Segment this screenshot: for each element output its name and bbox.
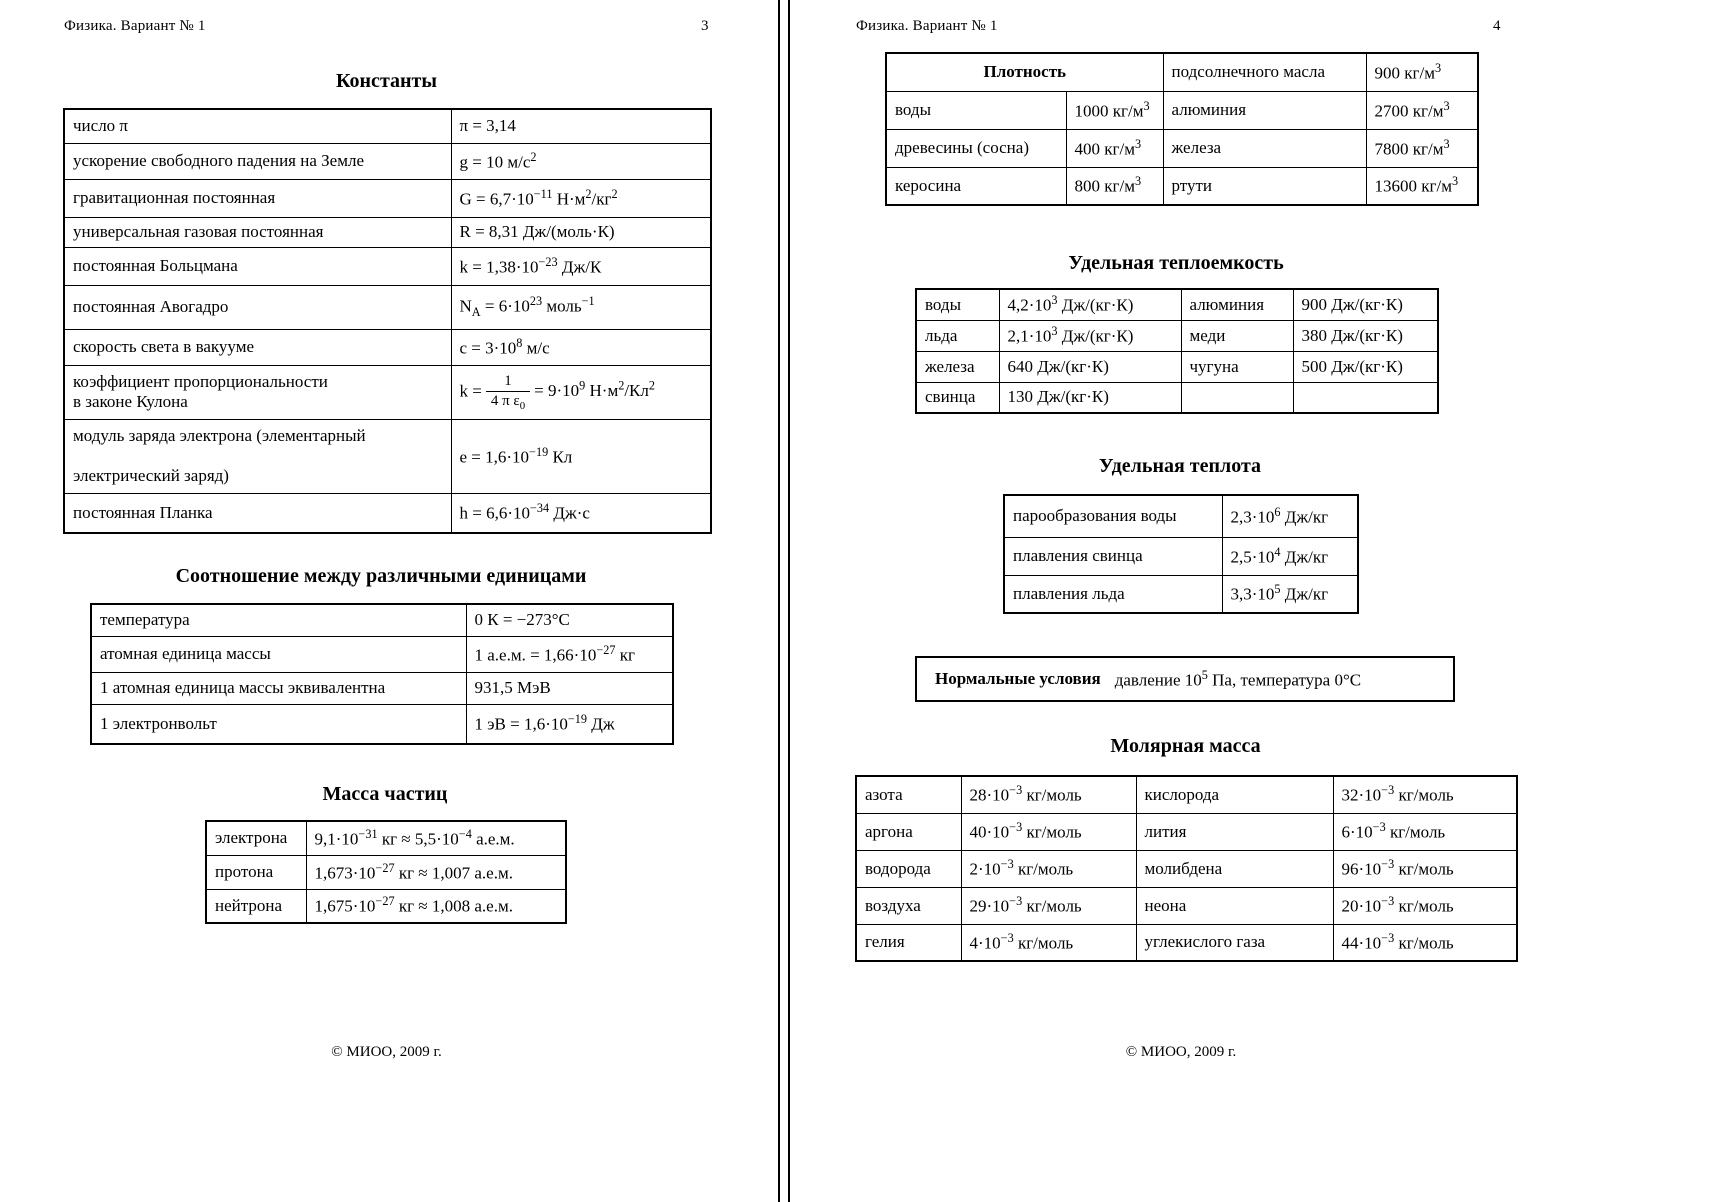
table-row: [206, 821, 566, 855]
coulomb-suffix: = $9\cdot 10^9$ $Н\cdot м^2/Кл^2$: [534, 378, 655, 400]
table-row: [916, 382, 1438, 413]
cell-label: воды: [886, 91, 1066, 129]
cell-label: плавления свинца: [1004, 537, 1222, 575]
cell-label: парообразования воды: [1004, 495, 1222, 537]
normal-conditions-box: [915, 656, 1455, 702]
cell-value: 380 Дж/(кг·К): [1293, 320, 1438, 351]
coulomb-prefix: k =: [459, 380, 482, 400]
coulomb-formula-cell: [451, 365, 711, 419]
table-row: [64, 329, 711, 365]
page-footer-left: © МИОО, 2009 г.: [331, 1044, 442, 1060]
table-row: [64, 179, 711, 217]
page-divider-line: [778, 0, 780, 1202]
cell-label: алюминия: [1163, 91, 1366, 129]
page-number-left: 3: [701, 18, 709, 34]
table-row: [1004, 537, 1358, 575]
cell-value: $20\cdot 10^{-3}$ кг/моль: [1333, 887, 1517, 924]
cell-value: 2700 $кг/м^3$: [1366, 91, 1478, 129]
table-row: [886, 53, 1478, 91]
cell-value: $4,2\cdot 10^3$ Дж/(кг·К): [999, 289, 1181, 320]
cell-label: нейтрона: [206, 889, 306, 923]
specific-heat-title: Удельная теплота: [1098, 455, 1262, 477]
cell-value: $2\cdot 10^{-3}$ кг/моль: [961, 850, 1136, 887]
cell-label: плавления льда: [1004, 575, 1222, 613]
cell-value: $3,3\cdot 10^5$ Дж/кг: [1222, 575, 1358, 613]
table-row: [91, 672, 673, 704]
table-row: [886, 91, 1478, 129]
table-row: [856, 850, 1517, 887]
cell-label: 1 электронвольт: [91, 704, 466, 744]
cell-value: 13600 $кг/м^3$: [1366, 167, 1478, 205]
cell-label: воздуха: [856, 887, 961, 924]
table-row: [64, 493, 711, 533]
cell-value: g = 10 $м/с^2$: [451, 143, 711, 179]
heat-capacity-title: Удельная теплоемкость: [1068, 252, 1284, 274]
table-row: [91, 604, 673, 636]
cell-label: древесины (сосна): [886, 129, 1066, 167]
cell-value: $29\cdot 10^{-3}$ кг/моль: [961, 887, 1136, 924]
cell-label: температура: [91, 604, 466, 636]
cell-label: атомная единица массы: [91, 636, 466, 672]
cell-value: 931,5 МэВ: [466, 672, 673, 704]
cell-label: постоянная Больцмана: [64, 247, 451, 285]
cell-value: $2,5\cdot 10^4$ Дж/кг: [1222, 537, 1358, 575]
cell-label: протона: [206, 855, 306, 889]
table-row: [916, 289, 1438, 320]
cell-value: $N_А = 6\cdot 10^{23}$ моль$^{-1}$: [451, 285, 711, 329]
cell-label: молибдена: [1136, 850, 1333, 887]
table-row: [886, 129, 1478, 167]
cell-value: [1293, 382, 1438, 413]
cell-label: лития: [1136, 813, 1333, 850]
cell-label: чугуна: [1181, 351, 1293, 382]
cell-value: 1 а.е.м. = $1,66\cdot 10^{-27}$ кг: [466, 636, 673, 672]
units-table: [90, 603, 674, 745]
cell-value: $G = 6,7\cdot 10^{-11}$ $Н\cdot м^2/кг^2$: [451, 179, 711, 217]
cell-label: алюминия: [1181, 289, 1293, 320]
mass-title: Масса частиц: [322, 783, 448, 805]
cell-value: $4\cdot 10^{-3}$ кг/моль: [961, 924, 1136, 961]
cell-value: 400 $кг/м^3$: [1066, 129, 1163, 167]
cell-label: электрона: [206, 821, 306, 855]
page-divider-line: [788, 0, 790, 1202]
table-row: [206, 855, 566, 889]
cell-value: $c = 3\cdot 10^8$ м/с: [451, 329, 711, 365]
cell-value: 900 $кг/м^3$: [1366, 53, 1478, 91]
fraction: [486, 373, 530, 412]
cell-label: [1181, 382, 1293, 413]
cell-label: керосина: [886, 167, 1066, 205]
table-row: [916, 320, 1438, 351]
cell-value: $e = 1,6\cdot 10^{-19}$ Кл: [451, 419, 711, 493]
cell-label: азота: [856, 776, 961, 813]
cell-value: $96\cdot 10^{-3}$ кг/моль: [1333, 850, 1517, 887]
table-row: [886, 167, 1478, 205]
table-row: [91, 636, 673, 672]
cell-label: универсальная газовая постоянная: [64, 217, 451, 247]
density-table: [885, 52, 1479, 206]
page-header-left: Физика. Вариант № 1: [64, 18, 206, 34]
table-row: [856, 924, 1517, 961]
cell-label: водорода: [856, 850, 961, 887]
page-header-right: Физика. Вариант № 1: [856, 18, 998, 34]
cell-label: скорость света в вакууме: [64, 329, 451, 365]
cell-label: модуль заряда электрона (элементарный электрический заряд): [64, 419, 451, 493]
table-row: [64, 217, 711, 247]
cell-value: R = 8,31 Дж/(моль·К): [451, 217, 711, 247]
normal-conditions-text: давление $10^5$ Па, температура 0°С: [1114, 667, 1362, 690]
cell-value: $h = 6,6\cdot 10^{-34}$ Дж·с: [451, 493, 711, 533]
table-row: [1004, 575, 1358, 613]
cell-value: $2,1\cdot 10^3$ Дж/(кг·К): [999, 320, 1181, 351]
table-row: [64, 143, 711, 179]
table-row: [856, 887, 1517, 924]
cell-label: свинца: [916, 382, 999, 413]
table-row: [64, 109, 711, 143]
constants-title: Константы: [336, 70, 437, 92]
table-row: [1004, 495, 1358, 537]
cell-value: π = 3,14: [451, 109, 711, 143]
cell-label: неона: [1136, 887, 1333, 924]
mass-table: [205, 820, 567, 924]
fraction-numerator: 1: [486, 373, 530, 392]
fraction-denominator: 4 π $\varepsilon_0$: [490, 392, 526, 412]
cell-label: ускорение свободного падения на Земле: [64, 143, 451, 179]
page-number-right: 4: [1493, 18, 1501, 34]
table-row: [856, 813, 1517, 850]
cell-label: гравитационная постоянная: [64, 179, 451, 217]
cell-value: 0 К = −273°С: [466, 604, 673, 636]
cell-value: $k = 1,38\cdot 10^{-23}$ Дж/К: [451, 247, 711, 285]
cell-label: железа: [1163, 129, 1366, 167]
cell-value: $1,675\cdot 10^{-27}$ кг ≈ 1,008 а.е.м.: [306, 889, 566, 923]
units-title: Соотношение между различными единицами: [175, 565, 587, 587]
cell-value: $28\cdot 10^{-3}$ кг/моль: [961, 776, 1136, 813]
heat-capacity-table: [915, 288, 1439, 414]
cell-label: постоянная Авогадро: [64, 285, 451, 329]
cell-value: $9,1\cdot 10^{-31}$ кг ≈ $5,5\cdot 10^{-4}$ а.е.м.: [306, 821, 566, 855]
cell-value: 800 $кг/м^3$: [1066, 167, 1163, 205]
cell-label: постоянная Планка: [64, 493, 451, 533]
molar-mass-table: [855, 775, 1518, 962]
cell-value: 640 Дж/(кг·К): [999, 351, 1181, 382]
cell-label: гелия: [856, 924, 961, 961]
table-row: [91, 704, 673, 744]
molar-mass-title: Молярная масса: [1110, 735, 1261, 757]
table-row: [64, 419, 711, 493]
cell-label: льда: [916, 320, 999, 351]
table-row: [916, 351, 1438, 382]
cell-label: аргона: [856, 813, 961, 850]
normal-conditions-label: Нормальные условия: [935, 669, 1101, 688]
cell-value: 1000 $кг/м^3$: [1066, 91, 1163, 129]
cell-value: 130 Дж/(кг·К): [999, 382, 1181, 413]
table-row: [64, 365, 711, 419]
cell-value: $2,3\cdot 10^6$ Дж/кг: [1222, 495, 1358, 537]
table-row: [64, 247, 711, 285]
table-row: [206, 889, 566, 923]
cell-label: 1 атомная единица массы эквивалентна: [91, 672, 466, 704]
cell-label: железа: [916, 351, 999, 382]
cell-label: воды: [916, 289, 999, 320]
cell-label: ртути: [1163, 167, 1366, 205]
cell-value: $1,673\cdot 10^{-27}$ кг ≈ 1,007 а.е.м.: [306, 855, 566, 889]
cell-label: подсолнечного масла: [1163, 53, 1366, 91]
cell-value: 1 эВ = $1,6\cdot 10^{-19}$ Дж: [466, 704, 673, 744]
constants-table: [63, 108, 712, 534]
page-footer-right: © МИОО, 2009 г.: [1125, 1044, 1237, 1060]
table-row: [856, 776, 1517, 813]
cell-value: 500 Дж/(кг·К): [1293, 351, 1438, 382]
cell-value: $44\cdot 10^{-3}$ кг/моль: [1333, 924, 1517, 961]
cell-value: $40\cdot 10^{-3}$ кг/моль: [961, 813, 1136, 850]
density-title-cell: Плотность: [886, 53, 1163, 91]
cell-label: углекислого газа: [1136, 924, 1333, 961]
cell-value: $6\cdot 10^{-3}$ кг/моль: [1333, 813, 1517, 850]
table-row: [64, 285, 711, 329]
cell-value: 900 Дж/(кг·К): [1293, 289, 1438, 320]
cell-value: 7800 $кг/м^3$: [1366, 129, 1478, 167]
cell-label: число π: [64, 109, 451, 143]
cell-label: коэффициент пропорциональности в законе Кулона: [64, 365, 451, 419]
specific-heat-table: [1003, 494, 1359, 614]
cell-value: $32\cdot 10^{-3}$ кг/моль: [1333, 776, 1517, 813]
cell-label: кислорода: [1136, 776, 1333, 813]
cell-label: меди: [1181, 320, 1293, 351]
